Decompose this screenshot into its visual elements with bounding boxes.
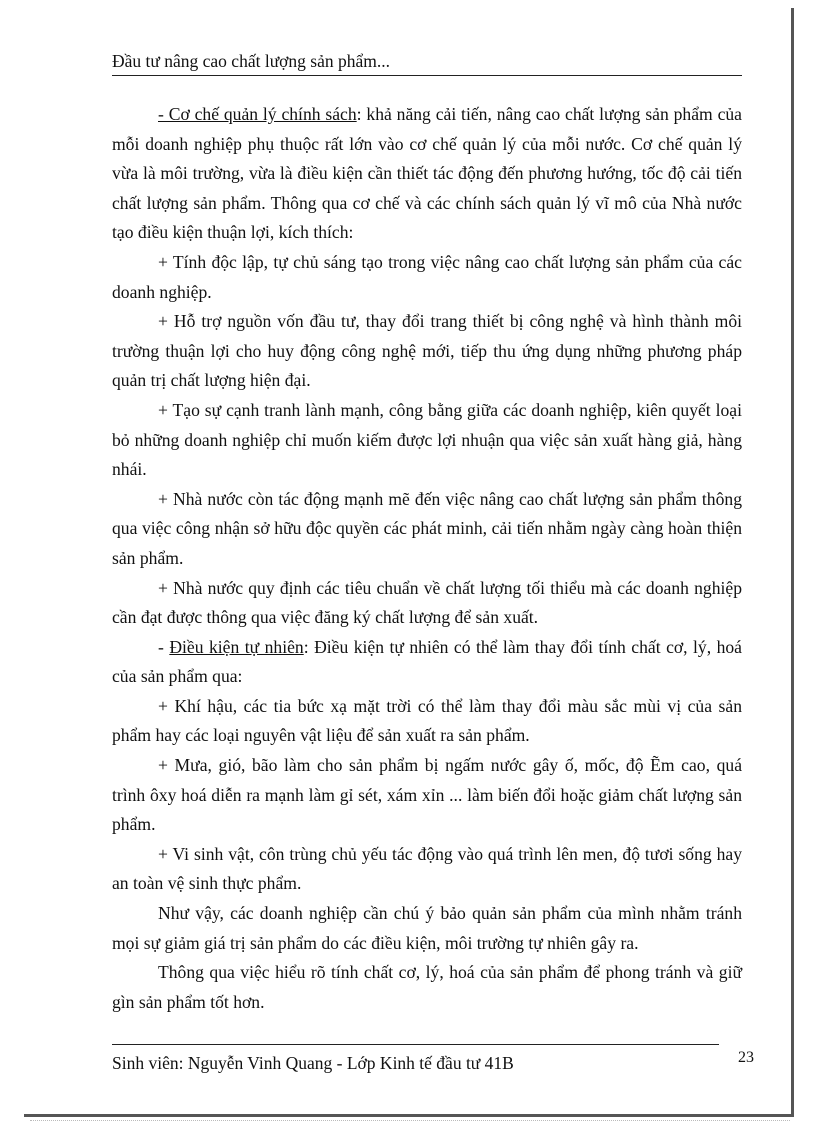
running-footer: Sinh viên: Nguyễn Vinh Quang - Lớp Kinh tế đầu tư 41B [112, 1053, 514, 1073]
paragraph-text: : khả năng cải tiến, nâng cao chất lượng sản phẩm của mỗi doanh nghiệp phụ thuộc rất lớn vào cơ chế quản lý của mỗi nước. Cơ chế quản lý vừa là môi trường, vừa là điều kiện cần thiết tác động đến phương hướng, tốc độ cải tiến chất lượng sản phẩm. Thông qua cơ chế và các chính sách quản lý vĩ mô của Nhà nước tạo điều kiện thuận lợi, kích thích: [112, 104, 742, 243]
paragraph-intellectual-property: + Nhà nước còn tác động mạnh mẽ đến việc nâng cao chất lượng sản phẩm thông qua việc công nhận sở hữu độc quyền các phát minh, cải tiến nhằm ngày càng hoàn thiện sản phẩm. [112, 488, 742, 568]
running-header: Đầu tư nâng cao chất lượng sản phẩm... [112, 50, 742, 76]
paragraph-understanding: Thông qua việc hiểu rõ tính chất cơ, lý, hoá của sản phẩm để phong tránh và giữ gìn sản phẩm tốt hơn. [112, 962, 742, 1012]
paragraph-conclusion: Như vậy, các doanh nghiệp cần chú ý bảo quản sản phẩm của mình nhằm tránh mọi sự giảm giá trị sản phẩm do các điều kiện, môi trường tự nhiên gây ra. [112, 903, 742, 953]
paragraph-quality-standards: + Nhà nước quy định các tiêu chuẩn về chất lượng tối thiểu mà các doanh nghiệp cần đạt được thông qua việc đăng ký chất lượng để sản xuất. [112, 577, 742, 628]
term-policy-mechanism: - Cơ chế quản lý chính sách [158, 104, 357, 124]
paragraph-policy-mechanism [112, 100, 742, 248]
footer-divider [112, 1044, 719, 1045]
paragraph-weather: + Mưa, gió, bão làm cho sản phẩm bị ngấm nước gây ố, mốc, độ Ẽm cao, quá trình ôxy hoá diễn ra mạnh làm gỉ sét, xám xỉn ... làm biến đổi hoặc giảm chất lượng sản phẩm. [112, 755, 742, 835]
paragraph-independence: + Tính độc lập, tự chủ sáng tạo trong việc nâng cao chất lượng sản phẩm của các doanh nghiệp. [112, 251, 742, 302]
paragraph-competition: + Tạo sự cạnh tranh lành mạnh, công bằng giữa các doanh nghiệp, kiên quyết loại bỏ những doanh nghiệp chỉ muốn kiếm được lợi nhuận qua việc sản xuất hàng giả, hàng nhái. [112, 399, 742, 480]
list-dash: - [158, 636, 170, 657]
paragraph-microorganisms: + Vi sinh vật, côn trùng chủ yếu tác động vào quá trình lên men, độ tươi sống hay an toàn vệ sinh thực phẩm. [112, 843, 742, 894]
paragraph-natural-conditions [112, 633, 742, 692]
paragraph-capital-support: + Hỗ trợ nguồn vốn đầu tư, thay đổi trang thiết bị công nghệ và hình thành môi trường thuận lợi cho huy động công nghệ mới, tiếp thu ứng dụng những phương pháp quản trị chất lượng hiện đại. [112, 311, 742, 391]
paragraph-text: : Điều kiện tự nhiên có thể làm thay đổi tính chất cơ, lý, hoá của sản phẩm qua: [112, 636, 742, 687]
page-border-dots [30, 1120, 790, 1121]
page-shadow-right [791, 8, 794, 1116]
page-body [112, 100, 742, 1017]
page-shadow-bottom [24, 1114, 794, 1117]
page-number: 23 [738, 1049, 754, 1066]
term-natural-conditions: Điều kiện tự nhiên [169, 636, 304, 657]
paragraph-climate: + Khí hậu, các tia bức xạ mặt trời có thể làm thay đổi màu sắc mùi vị của sản phẩm hay các loại nguyên vật liệu để sản xuất ra sản phẩm. [112, 695, 742, 746]
